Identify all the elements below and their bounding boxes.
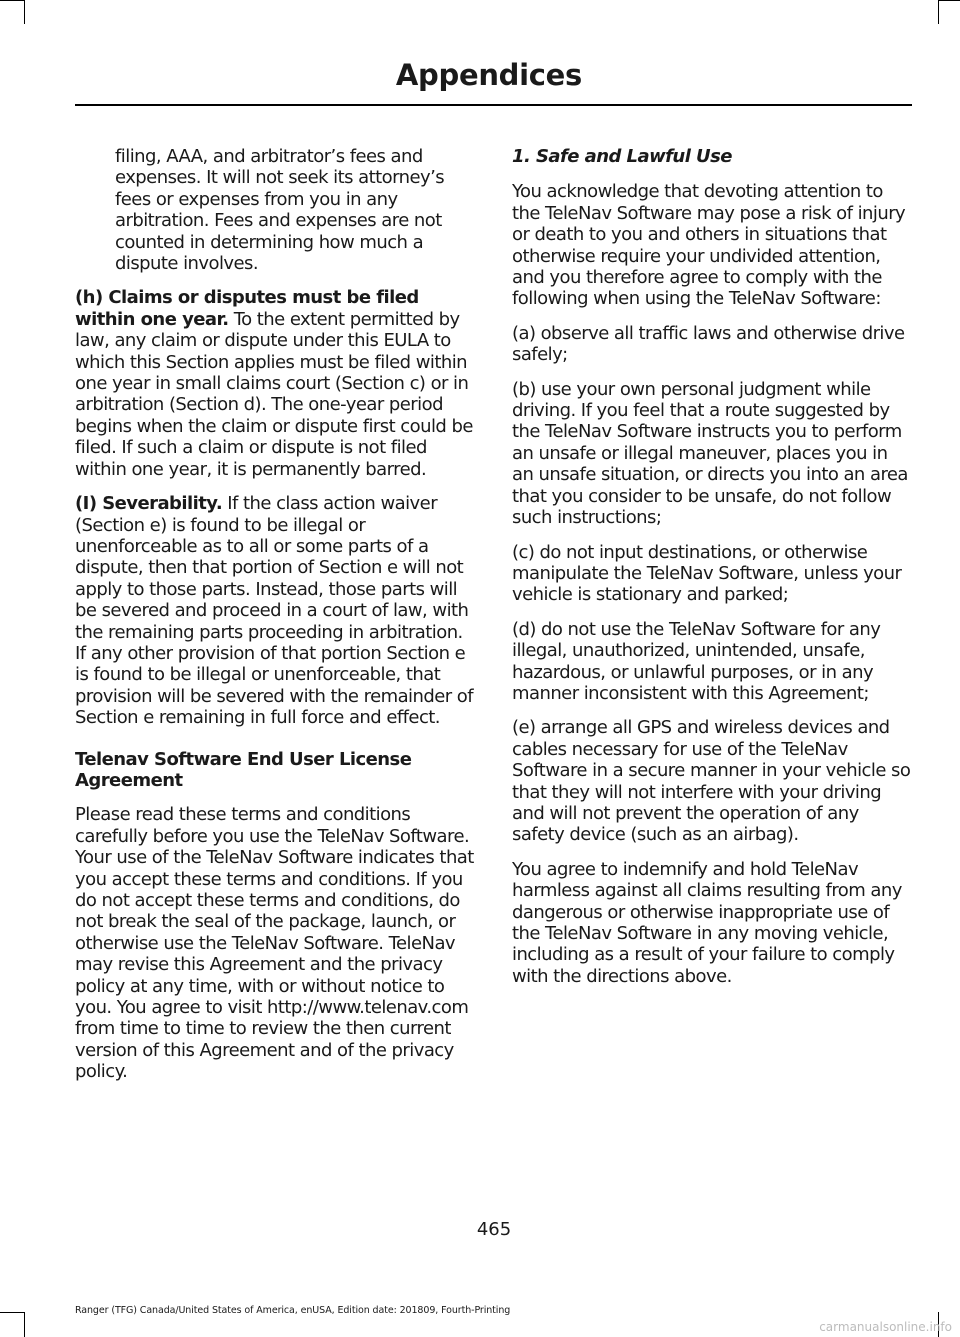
list-item-c: (c) do not input destinations, or otherwise manipulate the TeleNav Software, unless your vehicle is stationary and parked;	[512, 541, 902, 606]
page-title: Appendices	[395, 58, 582, 92]
crop-mark	[0, 0, 24, 1]
watermark: carmanualsonline.info	[819, 1320, 952, 1334]
section-heading-eula: Telenav Software End User License Agreement	[75, 748, 412, 791]
list-item-e: (e) arrange all GPS and wireless devices and cables necessary for use of the TeleNav Software in a secure manner in your vehicle so that they will not interfere with your driving and will not prevent the operation of any safety device (such as an airbag).	[512, 717, 911, 846]
right-column	[512, 146, 912, 1000]
paragraph-acknowledge: You acknowledge that devoting attention to the TeleNav Software may pose a risk of injury or death to you and others in situations that otherwise require your undivided attention, and you therefore agree to comply with the following when using the TeleNav Software:	[512, 181, 906, 310]
crop-mark	[0, 1312, 24, 1313]
header-divider	[75, 104, 912, 106]
left-column	[75, 146, 475, 1096]
edition-footer: Ranger (TFG) Canada/United States of America, enUSA, Edition date: 201809, Fourth-Printing	[75, 1305, 511, 1316]
crop-mark	[24, 1312, 25, 1337]
page-number: 465	[476, 1219, 512, 1240]
clause-body-i: If the class action waiver (Section e) is found to be illegal or unenforceable as to all or some parts of a dispute, then that portion of Section e will not apply to those parts. Instead, those parts will be severed and proceed in a court of law, with the remaining parts proceeding in arbitration. If any other provision of that portion Section e is found to be illegal or unenforceable, that provision will be severed with the remainder of Section e remaining in full force and effect.	[75, 493, 474, 729]
list-item-b: (b) use your own personal judgment while driving. If you feel that a route suggested by the TeleNav Software instructs you to perform an unsafe or illegal maneuver, places you in an unsafe situation, or directs you into an area that you consider to be unsafe, do not follow such instructions;	[512, 378, 908, 529]
crop-mark	[938, 0, 939, 24]
list-item-a: (a) observe all traffic laws and otherwise drive safely;	[512, 322, 905, 366]
paragraph-eula-intro: Please read these terms and conditions carefully before you use the TeleNav Software. Your use of the TeleNav Software indicates that you accept these terms and conditions. If you do not accept these terms and conditions, do not break the seal of the package, launch, or otherwise use the TeleNav Software. TeleNav may revise this Agreement and the privacy policy at any time, with or without notice to you. You agree to visit http://www.telenav.com from time to time to review the then current version of this Agreement and of the privacy policy.	[75, 804, 474, 1083]
paragraph-indemnify: You agree to indemnify and hold TeleNav harmless against all claims resulting from any dangerous or otherwise inappropriate use of the TeleNav Software in any moving vehicle, including as a result of your failure to comply with the directions above.	[512, 858, 902, 987]
paragraph-claims-one-year	[75, 287, 475, 480]
clause-heading-h: (h) Claims or disputes must be filed within one year.	[75, 287, 419, 330]
crop-mark	[24, 0, 25, 24]
paragraph-fees: filing, AAA, and arbitrator’s fees and expenses. It will not seek its attorney’s fees or expenses from you in any arbitration. Fees and expenses are not counted in determining how much a dispute involves.	[115, 146, 445, 275]
clause-body-h: To the extent permitted by law, any claim or dispute under this EULA to which this Section applies must be filed within one year in small claims court (Section c) or in arbitration (Section d). The one-year period begins when the claim or dispute first could be filed. If such a claim or dispute is not filed within one year, it is permanently barred.	[75, 308, 473, 480]
section-heading-safe-use: 1. Safe and Lawful Use	[512, 146, 732, 167]
list-item-d: (d) do not use the TeleNav Software for any illegal, unauthorized, unintended, unsafe, hazardous, or unlawful purposes, or in any manner inconsistent with this Agreement;	[512, 618, 881, 704]
clause-heading-i: (I) Severability.	[75, 493, 223, 515]
paragraph-severability	[75, 493, 475, 728]
crop-mark	[938, 0, 960, 1]
